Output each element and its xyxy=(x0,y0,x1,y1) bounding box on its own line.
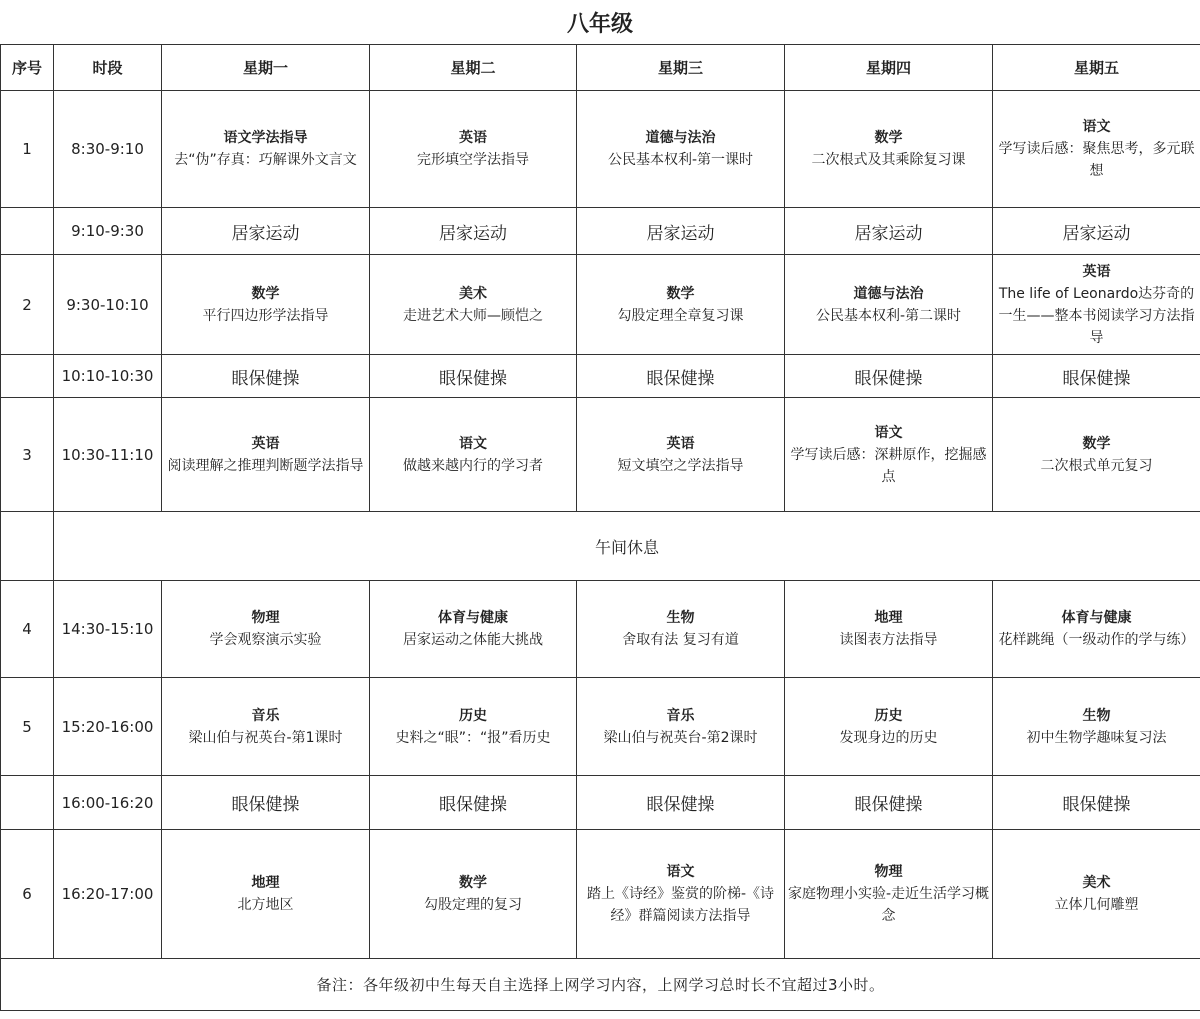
lesson-time: 10:30-11:10 xyxy=(54,398,162,512)
subject: 英语 xyxy=(666,435,695,452)
lesson-cell xyxy=(162,581,370,678)
lesson-cell xyxy=(370,91,577,208)
subject: 物理 xyxy=(251,610,280,626)
lesson-cell xyxy=(993,678,1200,776)
lesson-cell xyxy=(577,398,785,512)
break-activity: 眼保健操 xyxy=(370,776,577,830)
footer-note: 备注：各年级初中生每天自主选择上网学习内容，上网学习总时长不宜超过3小时。 xyxy=(1,959,1200,1011)
topic: 学写读后感：深耕原作，挖掘感点 xyxy=(790,446,987,485)
lesson-cell xyxy=(785,255,993,355)
break-activity: 眼保健操 xyxy=(370,355,577,398)
subject: 物理 xyxy=(874,864,903,880)
empty-cell xyxy=(1,512,54,581)
lesson-cell xyxy=(370,678,577,776)
lesson-cell xyxy=(370,830,577,959)
break-activity: 眼保健操 xyxy=(162,776,370,830)
topic: The life of Leonardo达芬奇的一生——整本书阅读学习方法指导 xyxy=(998,285,1195,346)
lesson-number: 1 xyxy=(1,91,54,208)
lesson-time: 9:30-10:10 xyxy=(54,255,162,355)
topic: 北方地区 xyxy=(237,897,294,913)
break-activity: 居家运动 xyxy=(993,208,1200,255)
topic: 二次根式单元复习 xyxy=(1040,457,1153,474)
break-activity: 居家运动 xyxy=(370,208,577,255)
note-row xyxy=(1,959,1200,1011)
topic: 初中生物学趣味复习法 xyxy=(1026,729,1167,746)
subject: 英语 xyxy=(1082,263,1111,280)
subject: 道德与法治 xyxy=(853,285,924,302)
lesson-cell xyxy=(162,398,370,512)
lesson-number: 6 xyxy=(1,830,54,959)
topic: 学会观察演示实验 xyxy=(209,632,322,648)
page-title: 八年级 xyxy=(566,11,633,37)
lesson-cell xyxy=(370,398,577,512)
subject: 地理 xyxy=(874,610,903,626)
topic: 走进艺术大师—顾恺之 xyxy=(403,307,543,324)
break-activity: 眼保健操 xyxy=(993,355,1200,398)
lesson-cell xyxy=(785,398,993,512)
break-activity: 眼保健操 xyxy=(785,776,993,830)
lesson-cell xyxy=(577,830,785,959)
lesson-cell xyxy=(993,830,1200,959)
topic: 梁山伯与祝英台-第1课时 xyxy=(188,729,343,746)
break-activity: 眼保健操 xyxy=(993,776,1200,830)
topic: 阅读理解之推理判断题学法指导 xyxy=(167,457,364,474)
lesson-row xyxy=(1,830,1200,959)
header-row xyxy=(1,45,1200,91)
topic: 立体几何雕塑 xyxy=(1054,897,1139,913)
topic: 梁山伯与祝英台-第2课时 xyxy=(603,729,758,746)
subject: 生物 xyxy=(666,610,695,626)
header-fri: 星期五 xyxy=(993,45,1200,91)
topic: 花样跳绳（一级动作的学与练） xyxy=(998,632,1195,648)
lesson-number: 2 xyxy=(1,255,54,355)
break-time: 16:00-16:20 xyxy=(54,776,162,830)
header-mon: 星期一 xyxy=(162,45,370,91)
subject: 数学 xyxy=(666,285,695,302)
lesson-row xyxy=(1,398,1200,512)
subject: 语文学法指导 xyxy=(223,130,308,146)
subject: 地理 xyxy=(251,875,280,891)
topic: 勾股定理全章复习课 xyxy=(617,307,744,324)
topic: 平行四边形学法指导 xyxy=(202,307,329,324)
subject: 英语 xyxy=(251,435,280,452)
header-time: 时段 xyxy=(54,45,162,91)
topic: 短文填空之学法指导 xyxy=(617,457,744,474)
lesson-cell xyxy=(993,581,1200,678)
lesson-cell xyxy=(785,678,993,776)
subject: 历史 xyxy=(874,707,903,724)
break-activity: 眼保健操 xyxy=(577,355,785,398)
lesson-number: 3 xyxy=(1,398,54,512)
subject: 道德与法治 xyxy=(645,130,716,146)
lesson-cell xyxy=(785,830,993,959)
lesson-time: 15:20-16:00 xyxy=(54,678,162,776)
lesson-row xyxy=(1,255,1200,355)
lesson-cell xyxy=(785,91,993,208)
break-time: 10:10-10:30 xyxy=(54,355,162,398)
subject: 数学 xyxy=(874,130,903,146)
lesson-cell xyxy=(577,678,785,776)
lesson-number: 5 xyxy=(1,678,54,776)
break-time: 9:10-9:30 xyxy=(54,208,162,255)
topic: 公民基本权利-第二课时 xyxy=(815,307,962,324)
subject: 语文 xyxy=(874,424,903,441)
topic: 居家运动之体能大挑战 xyxy=(403,632,543,648)
break-activity: 眼保健操 xyxy=(577,776,785,830)
break-activity: 居家运动 xyxy=(577,208,785,255)
header-wed: 星期三 xyxy=(577,45,785,91)
subject: 数学 xyxy=(459,875,487,891)
lesson-cell xyxy=(993,255,1200,355)
break-row xyxy=(1,208,1200,255)
break-row xyxy=(1,776,1200,830)
topic: 公民基本权利-第一课时 xyxy=(607,152,754,168)
subject: 音乐 xyxy=(666,707,695,724)
subject: 生物 xyxy=(1082,707,1111,724)
subject: 语文 xyxy=(1082,119,1111,135)
topic: 舍取有法 复习有道 xyxy=(622,632,739,648)
lesson-time: 16:20-17:00 xyxy=(54,830,162,959)
topic: 家庭物理小实验-走近生活学习概念 xyxy=(787,886,990,924)
empty-cell xyxy=(1,776,54,830)
subject: 体育与健康 xyxy=(438,610,508,626)
header-num: 序号 xyxy=(1,45,54,91)
lesson-row xyxy=(1,91,1200,208)
lesson-cell xyxy=(993,91,1200,208)
header-tue: 星期二 xyxy=(370,45,577,91)
lesson-cell xyxy=(162,830,370,959)
lesson-cell xyxy=(577,91,785,208)
lesson-cell xyxy=(577,581,785,678)
topic: 二次根式及其乘除复习课 xyxy=(811,152,966,168)
subject: 美术 xyxy=(459,285,487,302)
subject: 数学 xyxy=(1082,435,1111,452)
subject: 美术 xyxy=(1082,875,1111,891)
break-activity: 居家运动 xyxy=(162,208,370,255)
lesson-cell xyxy=(370,581,577,678)
lesson-row xyxy=(1,581,1200,678)
noon-row xyxy=(1,512,1200,581)
topic: 去“伪”存真：巧解课外文言文 xyxy=(174,152,357,168)
lesson-cell xyxy=(162,91,370,208)
lesson-cell xyxy=(785,581,993,678)
subject: 历史 xyxy=(459,707,487,724)
subject: 语文 xyxy=(666,864,695,880)
lesson-cell xyxy=(993,398,1200,512)
header-thu: 星期四 xyxy=(785,45,993,91)
subject: 音乐 xyxy=(251,707,280,724)
topic: 做越来越内行的学习者 xyxy=(403,457,543,474)
lesson-cell xyxy=(577,255,785,355)
subject: 数学 xyxy=(251,285,280,302)
subject: 英语 xyxy=(459,130,487,146)
lesson-row xyxy=(1,678,1200,776)
lesson-time: 8:30-9:10 xyxy=(54,91,162,208)
lesson-time: 14:30-15:10 xyxy=(54,581,162,678)
topic: 发现身边的历史 xyxy=(839,729,938,746)
topic: 读图表方法指导 xyxy=(839,632,938,648)
topic: 勾股定理的复习 xyxy=(424,897,522,913)
lesson-cell xyxy=(162,678,370,776)
topic: 学写读后感：聚焦思考，多元联想 xyxy=(998,141,1195,179)
lesson-number: 4 xyxy=(1,581,54,678)
subject: 语文 xyxy=(459,435,487,452)
noon-break: 午间休息 xyxy=(54,512,1200,581)
break-activity: 居家运动 xyxy=(785,208,993,255)
break-activity: 眼保健操 xyxy=(162,355,370,398)
topic: 完形填空学法指导 xyxy=(417,152,529,168)
topic: 踏上《诗经》鉴赏的阶梯-《诗经》群篇阅读方法指导 xyxy=(586,886,775,924)
subject: 体育与健康 xyxy=(1061,610,1132,626)
timetable xyxy=(0,44,1200,1011)
empty-cell xyxy=(1,355,54,398)
break-row xyxy=(1,355,1200,398)
empty-cell xyxy=(1,208,54,255)
lesson-cell xyxy=(370,255,577,355)
break-activity: 眼保健操 xyxy=(785,355,993,398)
topic: 史料之“眼”：“报”看历史 xyxy=(395,729,551,746)
lesson-cell xyxy=(162,255,370,355)
